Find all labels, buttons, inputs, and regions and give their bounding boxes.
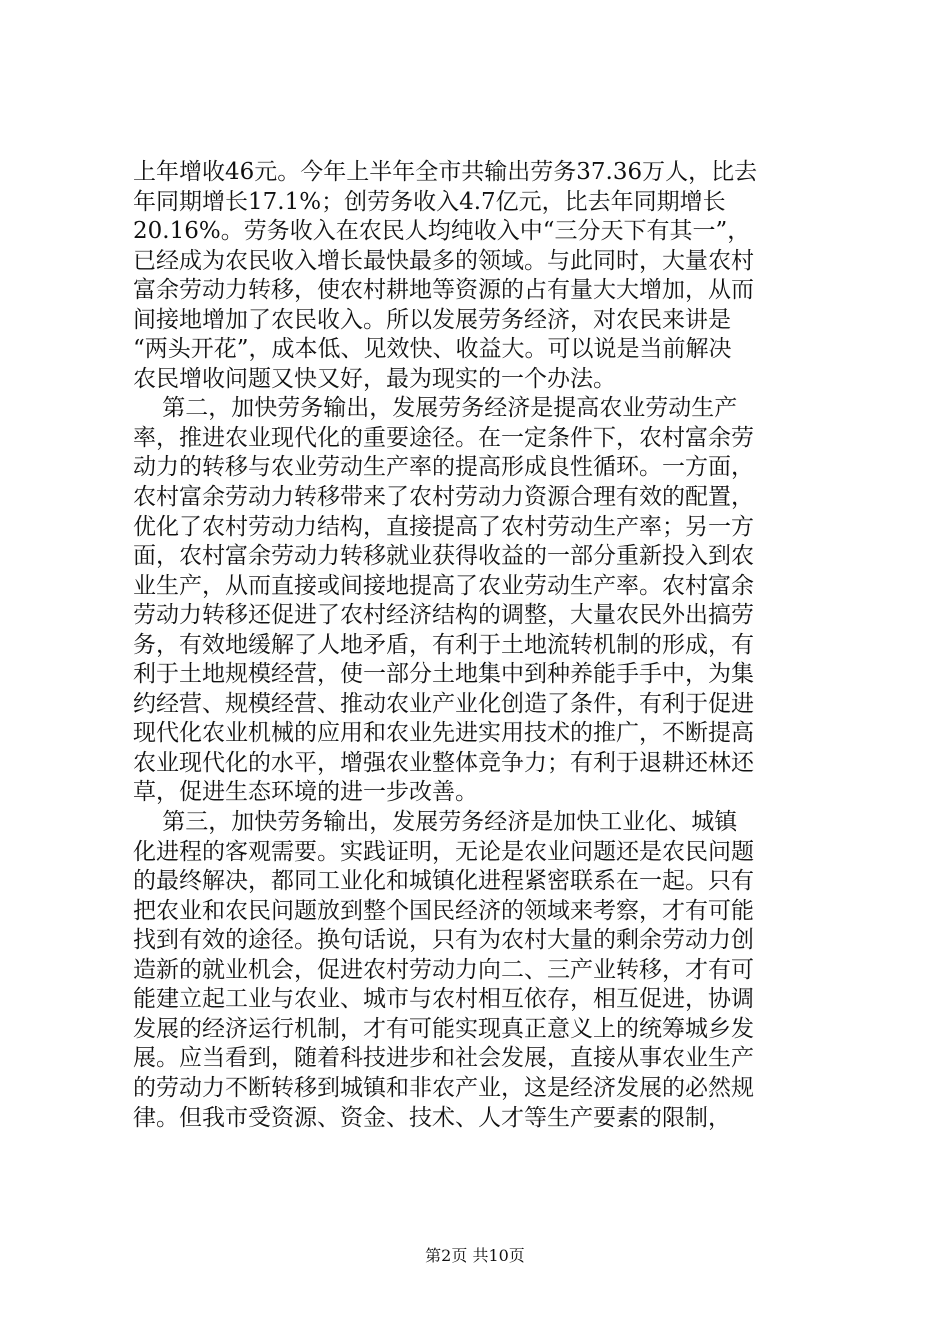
text-line: 草，促进生态环境的进一步改善。 [133,779,478,806]
text-line: 优化了农村劳动力结构，直接提高了农村劳动生产率；另一方 [133,513,754,540]
text-line: 的劳动力不断转移到城镇和非农产业，这是经济发展的必然规 [133,1074,754,1101]
text-line: 动力的转移与农业劳动生产率的提高形成良性循环。一方面， [133,454,754,481]
text-line: 已经成为农民收入增长最快最多的领域。与此同时，大量农村 [133,247,754,274]
text-line: 展。应当看到，随着科技进步和社会发展，直接从事农业生产 [133,1045,754,1072]
document-body [133,158,833,1133]
text-line: 业生产，从而直接或间接地提高了农业劳动生产率。农村富余 [133,572,754,599]
text-line: 律。但我市受资源、资金、技术、人才等生产要素的限制， [133,1104,731,1131]
text-line: 的最终解决，都同工业化和城镇化进程紧密联系在一起。只有 [133,868,754,895]
text-line: 把农业和农民问题放到整个国民经济的领域来考察，才有可能 [133,897,754,924]
text-line: 年同期增长17.1%；创劳务收入4.7亿元，比去年同期增长 [133,188,726,215]
text-line: 约经营、规模经营、推动农业产业化创造了条件，有利于促进 [133,690,754,717]
text-line: “两头开花”，成本低、见效快、收益大。可以说是当前解决 [133,336,732,363]
text-line: 化进程的客观需要。实践证明，无论是农业问题还是农民问题 [133,838,754,865]
text-line: 农民增收问题又快又好，最为现实的一个办法。 [133,365,616,392]
text-line: 农业现代化的水平，增强农业整体竞争力；有利于退耕还林还 [133,749,754,776]
page-footer: 第2页 共10页 [425,1246,525,1265]
text-line: 上年增收46元。今年上半年全市共输出劳务37.36万人，比去 [133,159,758,185]
text-line: 利于土地规模经营，使一部分土地集中到种养能手手中，为集 [133,661,754,688]
text-line: 农村富余劳动力转移带来了农村劳动力资源合理有效的配置， [133,484,754,511]
text-line: 找到有效的途径。换句话说，只有为农村大量的剩余劳动力创 [133,927,754,954]
text-line: 率，推进农业现代化的重要途径。在一定条件下，农村富余劳 [133,424,754,451]
text-line: 造新的就业机会，促进农村劳动力向二、三产业转移，才有可 [133,956,754,983]
text-line: 务，有效地缓解了人地矛盾，有利于土地流转机制的形成，有 [133,631,754,658]
text-line: 第二，加快劳务输出，发展劳务经济是提高农业劳动生产 [133,395,738,422]
text-line: 面，农村富余劳动力转移就业获得收益的一部分重新投入到农 [133,543,754,570]
text-line: 发展的经济运行机制，才有可能实现真正意义上的统筹城乡发 [133,1015,754,1042]
text-line: 现代化农业机械的应用和农业先进实用技术的推广，不断提高 [133,720,754,747]
text-line: 20.16%。劳务收入在农民人均纯收入中“三分天下有其一”， [133,218,751,245]
text-line: 第三，加快劳务输出，发展劳务经济是加快工业化、城镇 [133,809,738,836]
text-line: 间接地增加了农民收入。所以发展劳务经济，对农民来讲是 [133,306,731,333]
text-line: 能建立起工业与农业、城市与农村相互依存，相互促进，协调 [133,986,754,1013]
text-line: 劳动力转移还促进了农村经济结构的调整，大量农民外出搞劳 [133,602,754,629]
text-line: 富余劳动力转移，使农村耕地等资源的占有量大大增加，从而 [133,277,754,304]
